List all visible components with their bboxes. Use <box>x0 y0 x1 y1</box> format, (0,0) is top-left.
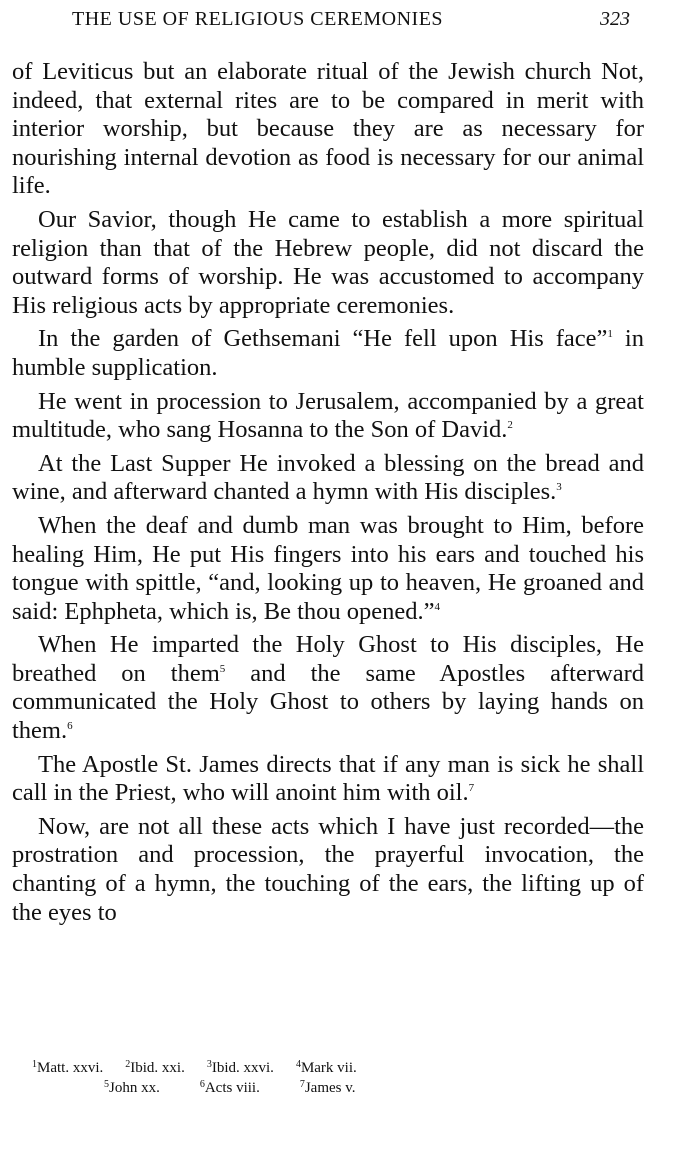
text-run: Now, are not all these acts which I have just recorded—the prostration and procession, the prayerful invocation, the chanting of a hymn, the touching of the ears, the lifting up of the eyes to <box>12 812 644 926</box>
page-number: 323 <box>600 8 630 30</box>
text-run: In the garden of Gethsemani “He fell upon His face” <box>38 325 608 353</box>
text-run: in humble supplication. <box>12 325 644 381</box>
paragraph <box>12 631 644 745</box>
footnote-citation: Ibid. xxvi. <box>211 1060 274 1076</box>
footnote-citation: Ibid. xxi. <box>130 1060 185 1076</box>
footnote-number: 1 <box>32 1059 37 1070</box>
paragraph <box>12 512 644 626</box>
footnote-number: 6 <box>199 1079 205 1090</box>
paragraph <box>12 450 644 507</box>
text-run: At the Last Supper He invoked a blessing on the bread and wine, and afterward chanted a hymn with His disciples. <box>12 449 644 506</box>
paragraph <box>12 325 644 382</box>
footnote-item <box>207 1058 274 1078</box>
text-run: of Leviticus but an elaborate ritual of the Jewish church Not, indeed, that external rites are to be compared in merit with interior worship, but because they are as necessary for nourishing internal devotion as food is necessary for our animal life. <box>12 58 644 200</box>
footnote-number: 3 <box>206 1059 212 1070</box>
footnote-marker: 6 <box>67 720 73 733</box>
text-run: When the deaf and dumb man was brought to Him, before healing Him, He put His fingers into his ears and touched his tongue with spittle, “and, looking up to heaven, He groaned and said: Ephpheta, which is, Be thou opened.” <box>12 511 644 625</box>
footnote-item <box>32 1058 103 1078</box>
footnote-number: 4 <box>295 1059 301 1070</box>
paragraph <box>12 751 644 808</box>
running-title: THE USE OF RELIGIOUS CEREMONIES <box>72 8 444 30</box>
text-run: Our Savior, though He came to establish a more spiritual religion than that of the Hebrew people, did not discard the outward forms of worship. He was accustomed to accompany His religious acts by appropriate ceremonies. <box>12 205 644 319</box>
footnote-citation: John xx. <box>109 1080 160 1096</box>
footnote-number: 2 <box>125 1059 131 1070</box>
text-run: He went in procession to Jerusalem, accompanied by a great multitude, who sang Hosanna to the Son of David. <box>12 387 644 444</box>
paragraph <box>12 58 644 201</box>
footnote-number: 5 <box>104 1079 109 1090</box>
footnote-number: 7 <box>299 1079 305 1090</box>
footnote-citation: James v. <box>304 1080 356 1096</box>
footnote-marker: 1 <box>607 328 613 341</box>
footnote-item <box>125 1058 185 1078</box>
footnote-marker: 4 <box>434 600 441 613</box>
footnotes <box>32 1058 652 1098</box>
paragraph <box>12 206 644 320</box>
running-header <box>0 4 677 34</box>
footnote-item <box>104 1078 160 1098</box>
footnote-citation: Matt. xxvi. <box>37 1060 104 1076</box>
footnote-item <box>296 1058 357 1078</box>
footnote-row <box>32 1058 652 1078</box>
footnote-citation: Acts viii. <box>204 1080 260 1096</box>
body-text <box>12 58 644 932</box>
footnote-item <box>200 1078 260 1098</box>
footnote-citation: Mark vii. <box>300 1060 357 1076</box>
footnote-row <box>104 1078 652 1098</box>
text-run: When He imparted the Holy Ghost to His disciples, He breathed on them <box>12 631 644 687</box>
paragraph <box>12 813 644 927</box>
footnote-marker: 5 <box>219 662 226 675</box>
text-run: The Apostle St. James directs that if any man is sick he shall call in the Priest, who will anoint him with oil. <box>12 750 644 807</box>
footnote-marker: 2 <box>507 419 513 432</box>
footnote-marker: 3 <box>556 481 562 494</box>
text-run: and the same Apostles afterward communicated the Holy Ghost to others by laying hands on them. <box>12 659 644 745</box>
footnote-item <box>300 1078 356 1098</box>
paragraph <box>12 388 644 445</box>
footnote-marker: 7 <box>468 782 475 795</box>
